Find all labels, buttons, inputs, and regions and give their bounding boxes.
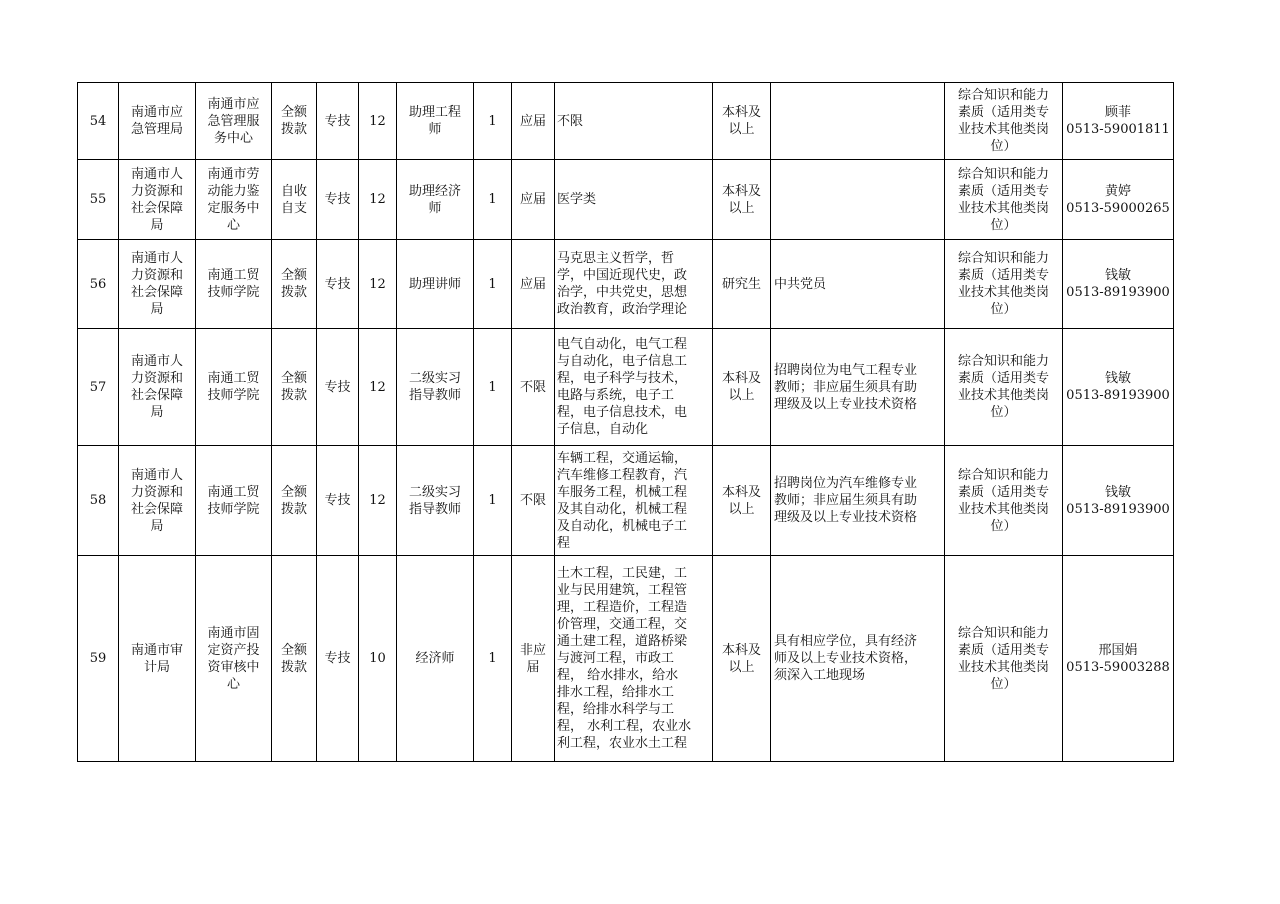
hiring-count-cell: 1 <box>474 160 512 240</box>
post-name-cell: 助理讲师 <box>397 240 474 329</box>
unit-cell: 南通工贸 技师学院 <box>196 329 272 446</box>
hiring-count-cell: 1 <box>474 556 512 762</box>
contact-cell: 钱敏 0513-89193900 <box>1063 329 1174 446</box>
other-requirements-cell <box>771 160 945 240</box>
table-row <box>78 446 1174 556</box>
education-cell: 研究生 <box>713 240 771 329</box>
funding-type-cell: 自收 自支 <box>272 160 317 240</box>
funding-type-cell: 全额 拨款 <box>272 83 317 160</box>
table-row <box>78 556 1174 762</box>
contact-cell: 黄婷 0513-59000265 <box>1063 160 1174 240</box>
hiring-count-cell: 1 <box>474 83 512 160</box>
graduate-status-cell: 不限 <box>512 329 555 446</box>
post-name-cell: 二级实习 指导教师 <box>397 446 474 556</box>
table-row <box>78 329 1174 446</box>
unit-cell: 南通市固 定资产投 资审核中 心 <box>196 556 272 762</box>
row-number-cell: 58 <box>78 446 119 556</box>
contact-cell: 顾菲 0513-59001811 <box>1063 83 1174 160</box>
post-type-cell: 专技 <box>317 240 359 329</box>
other-requirements-cell: 中共党员 <box>771 240 945 329</box>
major-requirement-cell: 车辆工程，交通运输， 汽车维修工程教育，汽 车服务工程，机械工程 及其自动化，机械工程 及自动化，机械电子工 程 <box>555 446 713 556</box>
graduate-status-cell: 非应 届 <box>512 556 555 762</box>
exam-subject-cell: 综合知识和能力 素质（适用类专 业技术其他类岗 位） <box>945 446 1063 556</box>
table-body <box>78 83 1174 762</box>
table-row <box>78 160 1174 240</box>
education-cell: 本科及 以上 <box>713 446 771 556</box>
contact-cell: 邢国娟 0513-59003288 <box>1063 556 1174 762</box>
graduate-status-cell: 应届 <box>512 83 555 160</box>
unit-cell: 南通工贸 技师学院 <box>196 240 272 329</box>
post-level-cell: 12 <box>359 446 397 556</box>
funding-type-cell: 全额 拨款 <box>272 240 317 329</box>
post-type-cell: 专技 <box>317 446 359 556</box>
unit-cell: 南通市应 急管理服 务中心 <box>196 83 272 160</box>
other-requirements-cell: 招聘岗位为电气工程专业 教师；非应届生须具有助 理级及以上专业技术资格 <box>771 329 945 446</box>
hiring-count-cell: 1 <box>474 446 512 556</box>
row-number-cell: 59 <box>78 556 119 762</box>
row-number-cell: 57 <box>78 329 119 446</box>
hiring-count-cell: 1 <box>474 240 512 329</box>
post-name-cell: 助理工程 师 <box>397 83 474 160</box>
department-cell: 南通市审 计局 <box>119 556 196 762</box>
unit-cell: 南通市劳 动能力鉴 定服务中 心 <box>196 160 272 240</box>
exam-subject-cell: 综合知识和能力 素质（适用类专 业技术其他类岗 位） <box>945 556 1063 762</box>
department-cell: 南通市人 力资源和 社会保障 局 <box>119 160 196 240</box>
major-requirement-cell: 电气自动化，电气工程 与自动化，电子信息工 程，电子科学与技术， 电路与系统，电子工 程，电子信息技术，电 子信息，自动化 <box>555 329 713 446</box>
graduate-status-cell: 不限 <box>512 446 555 556</box>
graduate-status-cell: 应届 <box>512 240 555 329</box>
major-requirement-cell: 马克思主义哲学，哲 学，中国近现代史，政 治学，中共党史，思想 政治教育，政治学理论 <box>555 240 713 329</box>
education-cell: 本科及 以上 <box>713 83 771 160</box>
major-requirement-cell: 不限 <box>555 83 713 160</box>
funding-type-cell: 全额 拨款 <box>272 556 317 762</box>
post-level-cell: 12 <box>359 240 397 329</box>
row-number-cell: 54 <box>78 83 119 160</box>
other-requirements-cell: 招聘岗位为汽车维修专业 教师；非应届生须具有助 理级及以上专业技术资格 <box>771 446 945 556</box>
post-type-cell: 专技 <box>317 556 359 762</box>
exam-subject-cell: 综合知识和能力 素质（适用类专 业技术其他类岗 位） <box>945 240 1063 329</box>
recruitment-table <box>77 82 1174 762</box>
major-requirement-cell: 土木工程，工民建，工 业与民用建筑，工程管 理，工程造价，工程造 价管理，交通工程，交 通土建工程，道路桥梁 与渡河工程，市政工 程， 给水排水，给水 排水工程，给排水工 程，给排水科学与工 程， 水利工程，农业水 利工程，农业水土工程 <box>555 556 713 762</box>
table-row <box>78 240 1174 329</box>
exam-subject-cell: 综合知识和能力 素质（适用类专 业技术其他类岗 位） <box>945 329 1063 446</box>
post-level-cell: 12 <box>359 160 397 240</box>
post-name-cell: 二级实习 指导教师 <box>397 329 474 446</box>
post-type-cell: 专技 <box>317 83 359 160</box>
row-number-cell: 56 <box>78 240 119 329</box>
education-cell: 本科及 以上 <box>713 160 771 240</box>
table-row <box>78 83 1174 160</box>
contact-cell: 钱敏 0513-89193900 <box>1063 240 1174 329</box>
unit-cell: 南通工贸 技师学院 <box>196 446 272 556</box>
graduate-status-cell: 应届 <box>512 160 555 240</box>
exam-subject-cell: 综合知识和能力 素质（适用类专 业技术其他类岗 位） <box>945 160 1063 240</box>
major-requirement-cell: 医学类 <box>555 160 713 240</box>
funding-type-cell: 全额 拨款 <box>272 446 317 556</box>
post-level-cell: 10 <box>359 556 397 762</box>
post-name-cell: 经济师 <box>397 556 474 762</box>
education-cell: 本科及 以上 <box>713 556 771 762</box>
post-level-cell: 12 <box>359 83 397 160</box>
education-cell: 本科及 以上 <box>713 329 771 446</box>
post-level-cell: 12 <box>359 329 397 446</box>
department-cell: 南通市人 力资源和 社会保障 局 <box>119 446 196 556</box>
department-cell: 南通市人 力资源和 社会保障 局 <box>119 329 196 446</box>
other-requirements-cell <box>771 83 945 160</box>
department-cell: 南通市人 力资源和 社会保障 局 <box>119 240 196 329</box>
post-type-cell: 专技 <box>317 329 359 446</box>
exam-subject-cell: 综合知识和能力 素质（适用类专 业技术其他类岗 位） <box>945 83 1063 160</box>
funding-type-cell: 全额 拨款 <box>272 329 317 446</box>
department-cell: 南通市应 急管理局 <box>119 83 196 160</box>
post-name-cell: 助理经济 师 <box>397 160 474 240</box>
post-type-cell: 专技 <box>317 160 359 240</box>
other-requirements-cell: 具有相应学位，具有经济 师及以上专业技术资格， 须深入工地现场 <box>771 556 945 762</box>
hiring-count-cell: 1 <box>474 329 512 446</box>
contact-cell: 钱敏 0513-89193900 <box>1063 446 1174 556</box>
row-number-cell: 55 <box>78 160 119 240</box>
